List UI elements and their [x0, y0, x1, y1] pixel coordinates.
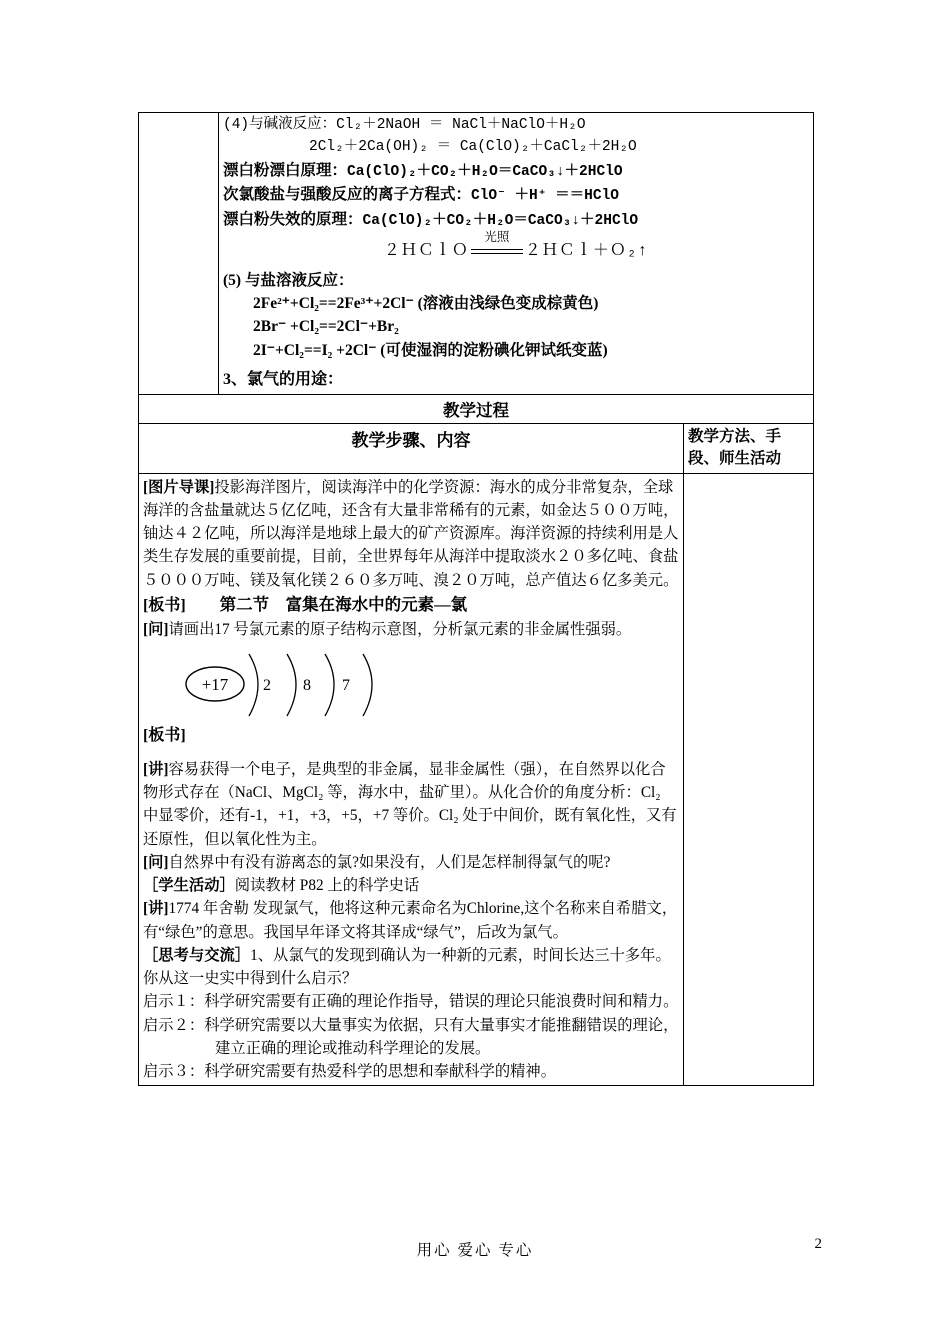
photolysis-left: ２ＨＣｌＯ: [383, 241, 469, 260]
question-1-text: 请画出17 号氯元素的原子结构示意图，分析氯元素的非金属性强弱。: [168, 621, 632, 639]
svg-text:2: 2: [263, 676, 271, 694]
photolysis-equation: [223, 229, 809, 263]
bleaching-principle-line: [223, 159, 809, 184]
question-paragraph-2: [143, 851, 679, 874]
salt-reaction-1: 2Fe²⁺+Cl₂==2Fe³⁺+2Cl⁻ (溶液由浅绿色变成棕黄色): [253, 295, 599, 312]
table-header-row: [139, 423, 814, 473]
table-row: [139, 113, 814, 395]
bleaching-principle-equation: Ca(ClO)₂＋CO₂＋H₂O＝CaCO₃↓＋2HClO: [347, 163, 623, 180]
question-2-text: 自然界中有没有游离态的氯?如果没有，人们是怎样制得氯气的呢?: [168, 853, 611, 871]
ionic-equation-equation: ClO⁻ ＋H⁺ ＝＝HClO: [471, 188, 619, 205]
question-2-tag: [问]: [143, 853, 169, 871]
column-header-steps: 教学步骤、内容: [139, 423, 684, 473]
think-discuss-paragraph: [143, 944, 679, 991]
atom-diagram-svg: [183, 648, 483, 722]
photolysis-right: ２ＨＣｌ＋Ｏ₂↑: [524, 241, 649, 260]
lesson-body-cell: [139, 473, 684, 1086]
table-row: [139, 394, 814, 423]
intro-text: 投影海洋图片，阅读海洋中的化学资源：海水的成分非常复杂，全球海洋的含盐量就达５亿亿吨，还含有大量非常稀有的元素，如金达５００万吨，铀达４２亿吨，所以海洋是地球上最大的矿产资源库。海洋资源的持续利用是人类生存发展的重要前提，目前，全世界每年从海洋中提取淡水２０多亿吨、食盐５０００万吨、镁及氧化镁２６０多万吨、溴２０万吨，总产值达６亿多美元。: [143, 478, 679, 589]
explain-1-text: 容易获得一个电子，是典型的非金属，显非金属性（强），在自然界以化合物形式存在（NaCl、MgCl₂ 等，海水中，盐矿里）。从化合价的角度分析：Cl₂ 中显零价，还有-1，+1，+3，+5，+7 等价。Cl₂ 处于中间价，既有氧化性，又有还原性，但以氧化性为主。: [143, 760, 677, 848]
lesson-plan-table: [138, 112, 814, 1086]
salt-reaction-heading: (5) 与盐溶液反应：: [223, 271, 354, 289]
bleaching-principle-label: 漂白粉漂白原理：: [223, 161, 348, 179]
question-paragraph-1: [143, 618, 679, 641]
failure-principle-label: 漂白粉失效的原理：: [223, 211, 363, 228]
equations-cell: [219, 113, 814, 395]
explain-2-text: 1774 年舍勒 发现氯气，他将这种元素命名为Chlorine,这个名称来自希腊文，有“绿色”的意思。我国早年译文将其译成“绿气”，后改为氯气。: [143, 900, 678, 941]
failure-principle-line: [223, 208, 809, 233]
student-activity-tag: ［学生活动］: [143, 877, 235, 895]
insight-3: 启示３：科学研究需要有热爱科学的思想和奉献科学的精神。: [143, 1063, 557, 1081]
equation-line-2: 2Cl₂＋2Ca(OH)₂ ＝ Ca(ClO)₂＋CaCl₂＋2H₂O: [309, 138, 637, 155]
explain-paragraph-2: [143, 897, 679, 944]
insight-2: 启示２：科学研究需要以大量事实为依据，只有大量事实才能推翻错误的理论，建立正确的理论或推动科学理论的发展。: [143, 1016, 679, 1057]
svg-text:8: 8: [303, 676, 311, 694]
table-row: [139, 473, 814, 1086]
footer-text: 用心 爱心 专心: [416, 1242, 534, 1259]
double-arrow-icon: [469, 229, 525, 261]
explain-1-tag: [讲]: [143, 760, 169, 778]
section-title: 第二节 富集在海水中的元素—氯: [219, 594, 468, 614]
photolysis-condition-label: 光照: [484, 229, 510, 244]
explain-2-tag: [讲]: [143, 900, 169, 918]
insight-1: 启示１：科学研究需要有正确的理论作指导，错误的理论只能浪费时间和精力。: [143, 993, 679, 1011]
question-1-tag: [问]: [143, 621, 169, 639]
svg-text:7: 7: [342, 676, 350, 694]
methods-cell: [684, 473, 814, 1086]
failure-principle-equation: Ca(ClO)₂＋CO₂＋H₂O＝CaCO₃↓＋2HClO: [362, 213, 639, 229]
board-note-1: [143, 592, 679, 618]
page-number: 2: [814, 1236, 822, 1252]
left-spacer-cell: [139, 113, 219, 395]
board-note-2-tag: [板书]: [143, 726, 186, 744]
ionic-equation-label: 次氯酸盐与强酸反应的离子方程式：: [223, 186, 472, 204]
atom-structure-diagram: [143, 648, 679, 722]
equation-line-1: (4)与碱液反应：Cl₂＋2NaOH ＝ NaCl＋NaClO＋H₂O: [223, 117, 586, 133]
student-activity-text: 阅读教材 P82 上的科学史话: [234, 877, 420, 895]
svg-text:+17: +17: [201, 674, 229, 694]
board-note-1-tag: [板书]: [143, 596, 186, 614]
salt-reaction-3: 2I⁻+Cl₂==I₂ +2Cl⁻ (可使湿润的淀粉碘化钾试纸变蓝): [253, 341, 608, 359]
column-header-methods: 教学方法、手段、师生活动: [684, 423, 814, 473]
chlorine-uses-heading: 3、氯气的用途：: [223, 370, 344, 388]
think-discuss-tag: ［思考与交流］: [143, 946, 251, 964]
intro-tag: [图片导课]: [143, 478, 215, 496]
board-note-2: [143, 724, 679, 748]
think-discuss-text: 1、从氯气的发现到确认为一种新的元素，时间长达三十多年。你从这一史实中得到什么启示？: [143, 946, 671, 988]
explain-paragraph-1: [143, 758, 679, 851]
student-activity-paragraph: [143, 874, 679, 897]
salt-reaction-2: 2Br⁻ +Cl₂==2Cl⁻+Br₂: [253, 318, 399, 336]
ionic-equation-line: [223, 183, 809, 208]
teaching-process-heading: 教学过程: [139, 394, 814, 423]
intro-paragraph: [143, 476, 679, 592]
